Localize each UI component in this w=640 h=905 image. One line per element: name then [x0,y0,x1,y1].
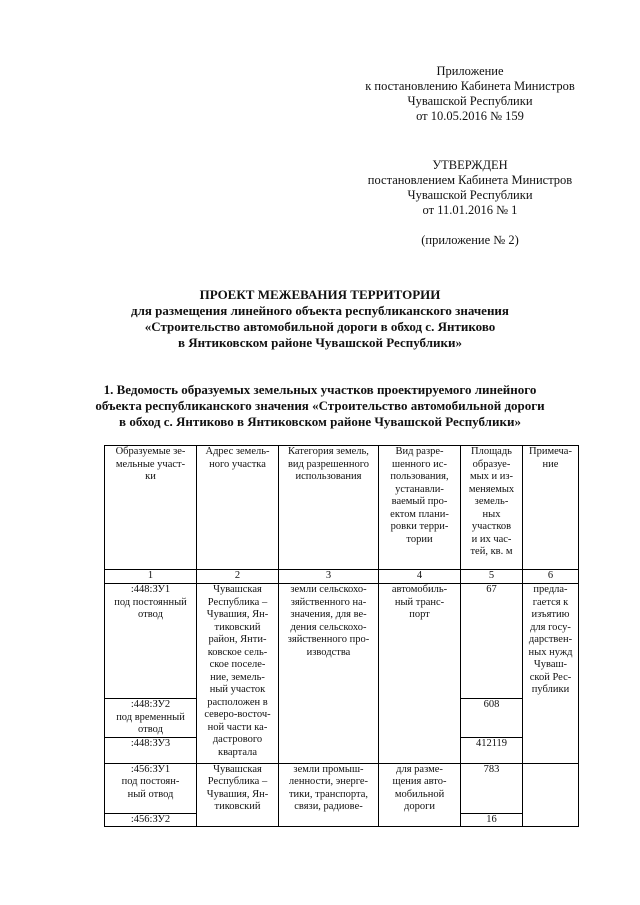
approved-block [330,158,610,248]
area-cell: 412119 [461,737,523,763]
column-number: 4 [379,570,461,584]
header-category: Категория земель, вид разрешенного использования [279,446,379,570]
section-title-line: объекта республиканского значения «Строительство автомобильной дороги [95,398,545,413]
approved-line: Чувашской Республики [407,188,533,202]
use-cell: автомобиль- ный транс- порт [379,584,461,764]
header-note: Примеча- ние [523,446,579,570]
column-number-row [105,570,579,584]
appendix-line: Приложение [436,64,504,78]
approved-line: постановлением Кабинета Министров [367,173,573,187]
project-title-line: «Строительство автомобильной дороги в обход с. Янтиково [144,319,496,334]
area-cell: 67 [461,584,523,699]
note-cell [523,763,579,827]
section-title [0,382,640,430]
address-cell: Чувашская Республика – Чувашия, Ян- тиковский район, Янти- ковское сель- ское поселе- ние, земель- ный участок расположен в северо-восточ- ной части ка- дастрового квартала [197,584,279,764]
parcel-cell: :456:ЗУ2 [105,813,197,827]
note-cell: предла- гается к изъятию для госу- дарствен- ных нужд Чуваш- ской Рес- публики [523,584,579,764]
use-cell: для разме- щения авто- мобильной дороги [379,763,461,827]
column-number: 5 [461,570,523,584]
table-header-row [105,446,579,570]
address-cell: Чувашская Республика – Чувашия, Ян- тиковский [197,763,279,827]
project-title [0,287,640,351]
approved-line: от 11.01.2016 № 1 [422,203,518,217]
project-title-line: ПРОЕКТ МЕЖЕВАНИЯ ТЕРРИТОРИИ [199,287,441,302]
column-number: 6 [523,570,579,584]
appendix-line: от 10.05.2016 № 159 [416,109,524,123]
header-use: Вид разре- шенного ис- пользования, устанавли- ваемый про- ектом плани- ровки терри- тории [379,446,461,570]
header-area: Площадь образуе- мых и из- меняемых земель- ных участков и их час- тей, кв. м [461,446,523,570]
parcel-cell: :448:ЗУ2 под временный отвод [105,699,197,738]
table-row [105,763,579,813]
parcel-cell: :456:ЗУ1 под постоян- ный отвод [105,763,197,813]
header-address: Адрес земель- ного участка [197,446,279,570]
parcel-cell: :448:ЗУ3 [105,737,197,763]
parcel-cell: :448:ЗУ1 под постоянный отвод [105,584,197,699]
category-cell: земли промыш- ленности, энерге- тики, транспорта, связи, радиове- [279,763,379,827]
area-cell: 16 [461,813,523,827]
project-title-line: в Янтиковском районе Чувашской Республики» [178,335,462,350]
column-number: 3 [279,570,379,584]
header-parcels: Образуемые зе- мельные участ- ки [105,446,197,570]
approved-line: УТВЕРЖДЕН [432,158,508,172]
parcels-table [104,445,579,827]
appendix-block [330,64,610,124]
category-cell: земли сельскохо- зяйственного на- значения, для ве- дения сельскохо- зяйственного про- изводства [279,584,379,764]
section-title-line: в обход с. Янтиково в Янтиковском районе Чувашской Республики» [119,414,521,429]
column-number: 2 [197,570,279,584]
area-cell: 608 [461,699,523,738]
project-title-line: для размещения линейного объекта республиканского значения [131,303,509,318]
area-cell: 783 [461,763,523,813]
appendix-line: к постановлению Кабинета Министров [365,79,575,93]
appendix-line: Чувашской Республики [407,94,533,108]
table-row [105,584,579,699]
column-number: 1 [105,570,197,584]
section-title-line: 1. Ведомость образуемых земельных участков проектируемого линейного [103,382,537,397]
approved-note: (приложение № 2) [421,233,519,247]
